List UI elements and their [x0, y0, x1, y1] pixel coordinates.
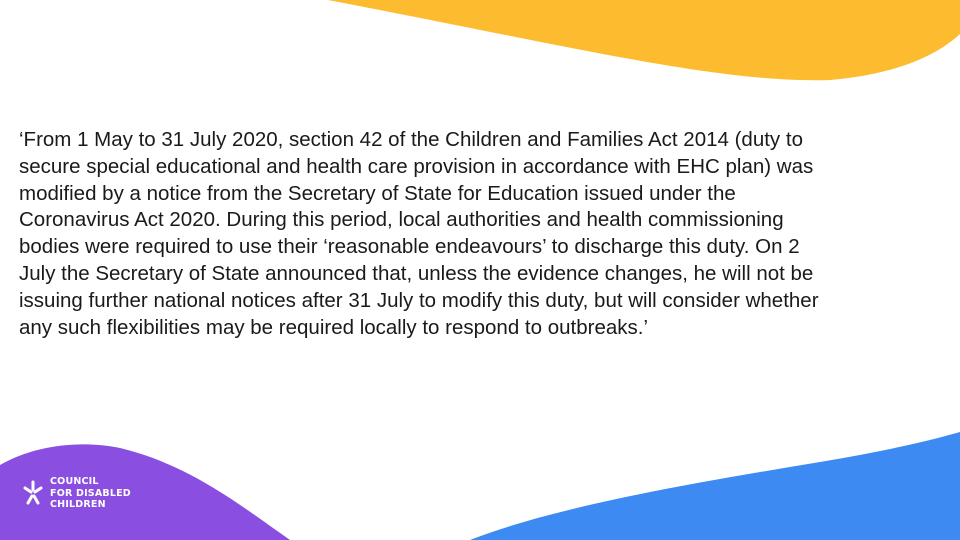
quote-text: ‘From 1 May to 31 July 2020, section 42 of the Children and Families Act 2014 (duty to secure special educational and health care provision in accordance with EHC plan) was modified by a notice from the Secretary of State for Education issued under the Coronavirus Act 2020. During this period, local authorities and health commissioning bodies were required to use their ‘reasonable endeavours’ to discharge this duty. On 2 July the Secretary of State announced that, unless the evidence changes, he will not be issuing further national notices after 31 July to modify this duty, but will consider whether any such flexibilities may be required locally to respond to outbreaks.’	[19, 128, 819, 339]
yellow-band	[328, 0, 960, 80]
logo-text	[50, 476, 131, 511]
logo	[22, 476, 131, 511]
blue-band	[470, 432, 960, 540]
logo-line-children: CHILDREN	[50, 499, 106, 510]
logo-line-council: COUNCIL	[50, 476, 99, 487]
logo-line-for-disabled: FOR DISABLED	[50, 487, 131, 499]
asterisk-star-icon	[22, 479, 44, 507]
